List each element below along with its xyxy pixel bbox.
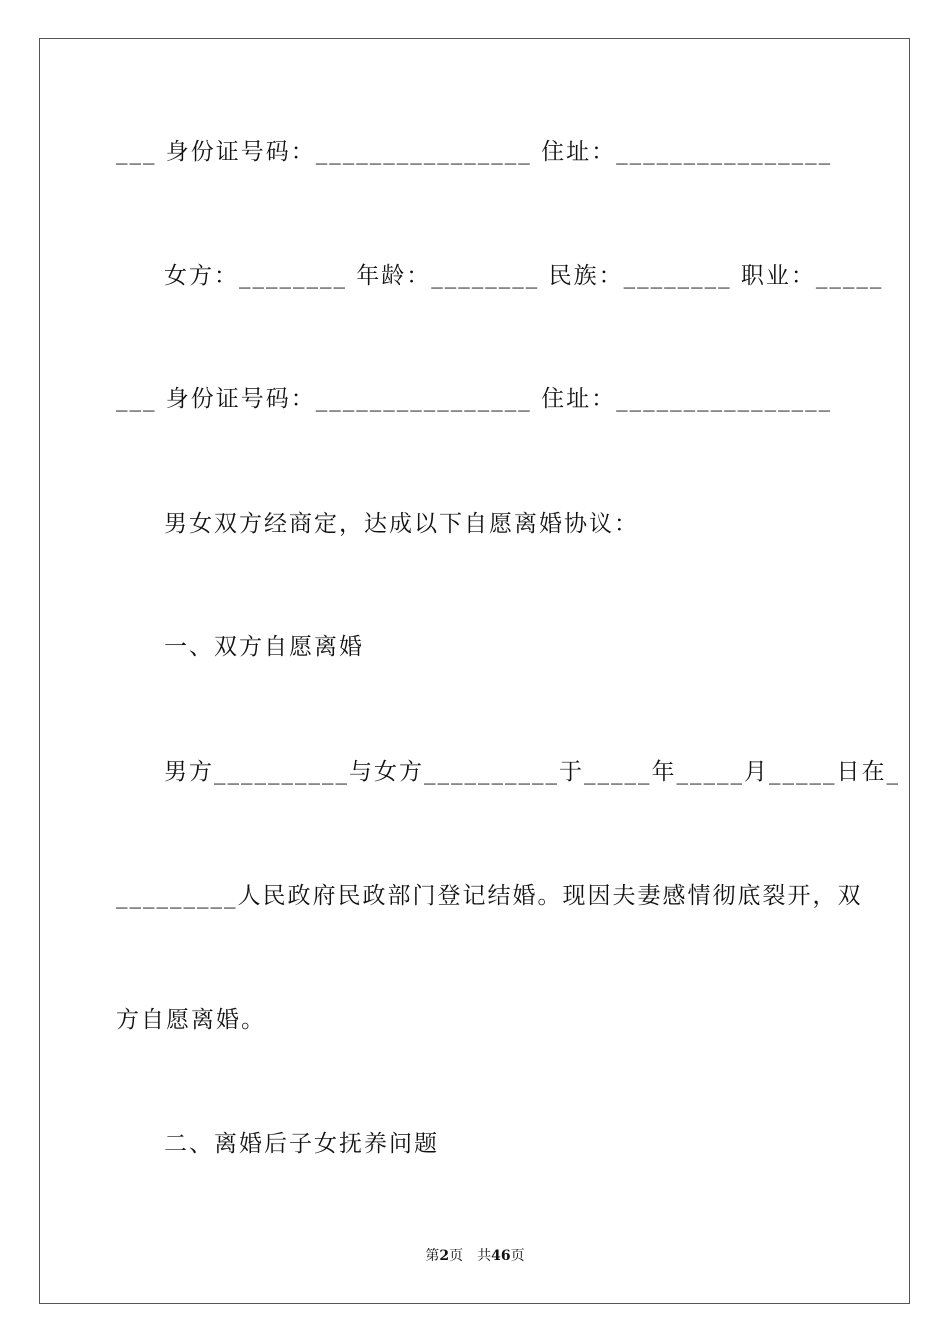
- page-footer: [0, 1246, 950, 1266]
- page-label-prefix: 第: [425, 1248, 440, 1264]
- id-address-line-male: ___ 身份证号码：________________ 住址：________________: [116, 139, 833, 165]
- section-heading-1: 一、双方自愿离婚: [164, 634, 364, 660]
- marriage-reason-line: _________人民政府民政部门登记结婚。现因夫妻感情彻底裂开，双: [116, 883, 863, 909]
- page-label-suffix: 页: [449, 1248, 464, 1264]
- total-suffix: 页: [510, 1248, 525, 1264]
- marriage-reason-continuation: 方自愿离婚。: [116, 1007, 266, 1033]
- page-frame: [39, 38, 910, 1304]
- agreement-intro: 男女双方经商定，达成以下自愿离婚协议：: [164, 511, 639, 537]
- id-address-line-female: ___ 身份证号码：________________ 住址：________________: [116, 386, 833, 412]
- page-number: 2: [439, 1248, 450, 1264]
- section-heading-2: 二、离婚后子女抚养问题: [164, 1131, 439, 1157]
- total-pages: 46: [491, 1248, 511, 1264]
- marriage-registration-line: 男方__________与女方__________于_____年_____月_____日在_: [164, 759, 900, 785]
- total-prefix: 共: [477, 1248, 492, 1264]
- female-info-line: 女方：________ 年龄：________ 民族：________ 职业：_____: [164, 263, 884, 289]
